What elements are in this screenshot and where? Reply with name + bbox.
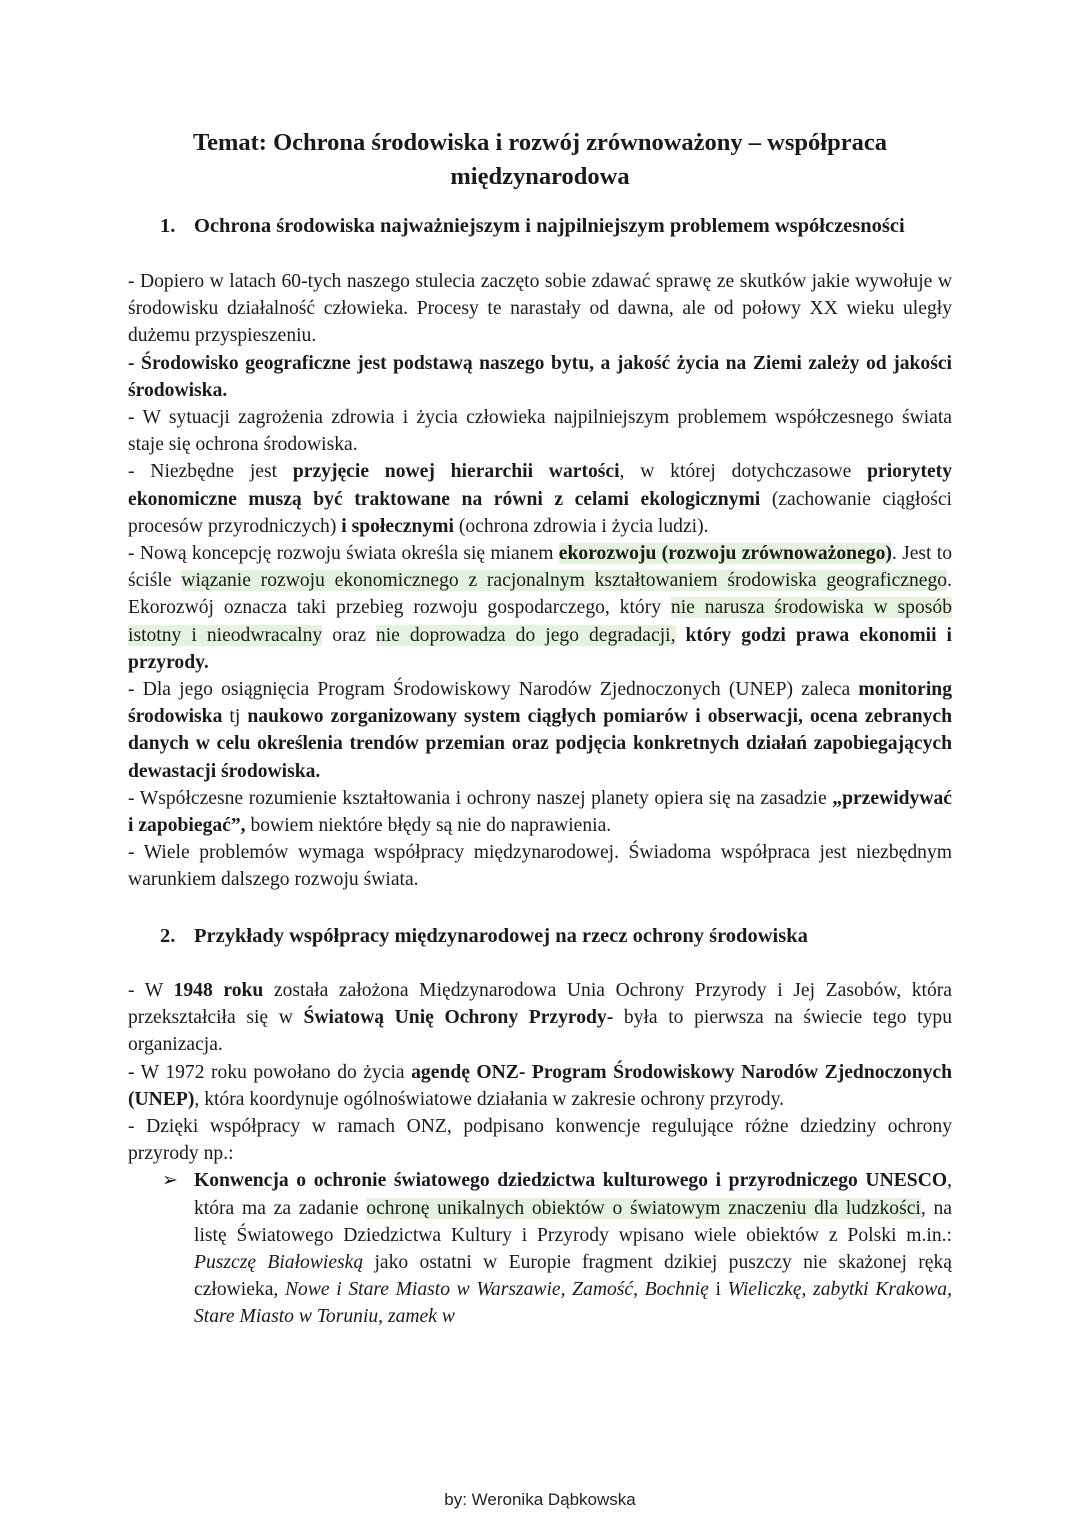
bold-text: priorytety ekonomiczne muszą być traktowane na równi z celami ekologicznymi bbox=[128, 461, 952, 510]
convention-list bbox=[128, 1167, 952, 1330]
paragraph bbox=[128, 540, 952, 676]
section-1-body bbox=[128, 268, 952, 894]
section-1-heading bbox=[160, 212, 905, 240]
italic-text: Puszczę Białowieską bbox=[194, 1252, 364, 1274]
paragraph: - Dopiero w latach 60-tych naszego stulecia zaczęto sobie zdawać sprawę ze skutków jakie wywołuje w środowisku działalność człowieka. Procesy te narastały od dawna, ale od połowy XX wieku uległy dużemu przyspieszeniu. bbox=[128, 271, 952, 347]
text-run: (zachowanie ciągłości procesów przyrodniczych) bbox=[128, 488, 953, 537]
bold-text: przyjęcie nowej hierarchii wartości bbox=[292, 461, 620, 483]
arrow-bullet-icon: ➢ bbox=[162, 1169, 178, 1192]
text-run: oraz bbox=[322, 624, 376, 646]
bold-text: „przewidywać i zapobiegać”, bbox=[128, 787, 952, 837]
text-run: została założona Międzynarodowa Unia Ochrony Przyrody i Jej Zasobów, która przekształciła się w bbox=[128, 980, 952, 1029]
bold-text: Światową Unię Ochrony Przyrody- bbox=[303, 1007, 614, 1029]
section-1-heading-text: Ochrona środowiska najważniejszym i najpilniejszym problemem współczesności bbox=[194, 215, 905, 237]
text-run: - Współczesne rozumienie kształtowania i ochrony naszej planety opiera się na zasadzie bbox=[128, 787, 833, 809]
section-2-heading-text: Przykłady współpracy międzynarodowej na rzecz ochrony środowiska bbox=[194, 925, 808, 947]
text-run: , w której dotychczasowe bbox=[619, 461, 868, 483]
text-run: , która ma za zadanie bbox=[194, 1170, 952, 1219]
text-run: . Ekorozwój oznacza taki przebieg rozwoju gospodarczego, który bbox=[128, 570, 952, 619]
author-footer: by: Weronika Dąbkowska bbox=[444, 1490, 636, 1509]
text-run: była to pierwsza na świecie tego typu organizacja. bbox=[128, 1007, 952, 1056]
text-run: tj bbox=[222, 706, 248, 728]
bold-text: Konwencja o ochronie światowego dziedzictwa kulturowego i przyrodniczego UNESCO bbox=[194, 1170, 948, 1192]
bold-text: agendę ONZ- Program Środowiskowy Narodów Zjednoczonych (UNEP) bbox=[128, 1061, 952, 1110]
bold-text: naukowo zorganizowany system ciągłych pomiarów i obserwacji, ocena zebranych danych w celu określenia trendów przemian oraz podjęcia konkretnych działań zapobiegających dewastacji środowiska. bbox=[128, 706, 952, 782]
text-run: - Niezbędne jest bbox=[128, 461, 293, 483]
bold-text: monitoring środowiska bbox=[128, 679, 952, 728]
text-run: jako ostatni w Europie fragment dzikiej puszczy nie skażonej ręką człowieka, bbox=[194, 1252, 952, 1301]
highlighted-text: nie doprowadza do jego degradacji, bbox=[375, 624, 676, 646]
paragraph bbox=[128, 676, 952, 785]
paragraph bbox=[128, 1059, 952, 1113]
highlighted-text: wiązanie rozwoju ekonomicznego z racjonalnym kształtowaniem środowiska geograficznego bbox=[181, 570, 948, 592]
bold-text: i społecznymi bbox=[341, 515, 454, 537]
paragraph: - Wiele problemów wymaga współpracy międzynarodowej. Świadoma współpraca jest niezbędnym warunkiem dalszego rozwoju świata. bbox=[128, 842, 952, 891]
text-run: , na listę Światowego Dziedzictwa Kultury i Przyrody wpisano wiele obiektów z Polski m.in.: bbox=[194, 1197, 952, 1246]
section-1-number: 1. bbox=[160, 215, 176, 237]
text-run: , która koordynuje ogólnoświatowe działania w zakresie ochrony przyrody. bbox=[194, 1088, 785, 1110]
list-item bbox=[128, 1167, 952, 1330]
highlighted-bold-text: ekorozwoju (rozwoju zrównoważonego) bbox=[558, 543, 892, 565]
paragraph bbox=[128, 458, 952, 540]
text-run: - Dla jego osiągnięcia Program Środowiskowy Narodów Zjednoczonych (UNEP) zaleca bbox=[128, 679, 859, 701]
text-run: bowiem niektóre błędy są nie do naprawienia. bbox=[245, 815, 612, 837]
section-2-number: 2. bbox=[160, 925, 176, 947]
text-run: - Nową koncepcję rozwoju świata określa się mianem bbox=[128, 543, 559, 565]
text-run: (ochrona zdrowia i życia ludzi). bbox=[453, 515, 709, 537]
paragraph bbox=[128, 785, 952, 839]
bold-text: który godzi prawa ekonomii i przyrody. bbox=[128, 624, 952, 673]
paragraph: - W sytuacji zagrożenia zdrowia i życia człowieka najpilniejszym problemem współczesnego świata staje się ochrona środowiska. bbox=[128, 407, 952, 456]
paragraph: - Dzięki współpracy w ramach ONZ, podpisano konwencje regulujące różne dziedziny ochrony przyrody np.: bbox=[128, 1116, 952, 1165]
highlighted-text: nie narusza środowiska w sposób istotny i nieodwracalny bbox=[128, 597, 952, 646]
section-2-body bbox=[128, 977, 952, 1331]
highlighted-text: ochronę unikalnych obiektów o światowym znaczeniu dla ludzkości bbox=[366, 1197, 921, 1219]
italic-text: Wieliczkę, zabytki Krakowa, Stare Miasto w Toruniu, zamek w bbox=[194, 1279, 952, 1328]
text-run: - W bbox=[128, 980, 174, 1001]
paragraph bbox=[128, 977, 952, 1059]
section-2-heading bbox=[160, 922, 808, 950]
italic-text: Nowe i Stare Miasto w Warszawie, Zamość, Bochnię bbox=[284, 1279, 709, 1301]
paragraph: - Środowisko geograficzne jest podstawą naszego bytu, a jakość życia na Ziemi zależy od jakości środowiska. bbox=[128, 352, 952, 401]
text-run: - W 1972 roku powołano do życia bbox=[128, 1061, 412, 1083]
page-title: Temat: Ochrona środowiska i rozwój zrównoważony – współpraca międzynarodowa bbox=[193, 129, 887, 190]
text-run: . Jest to ściśle bbox=[128, 543, 953, 592]
text-run: i bbox=[708, 1279, 728, 1301]
bold-text: 1948 roku bbox=[173, 980, 264, 1001]
